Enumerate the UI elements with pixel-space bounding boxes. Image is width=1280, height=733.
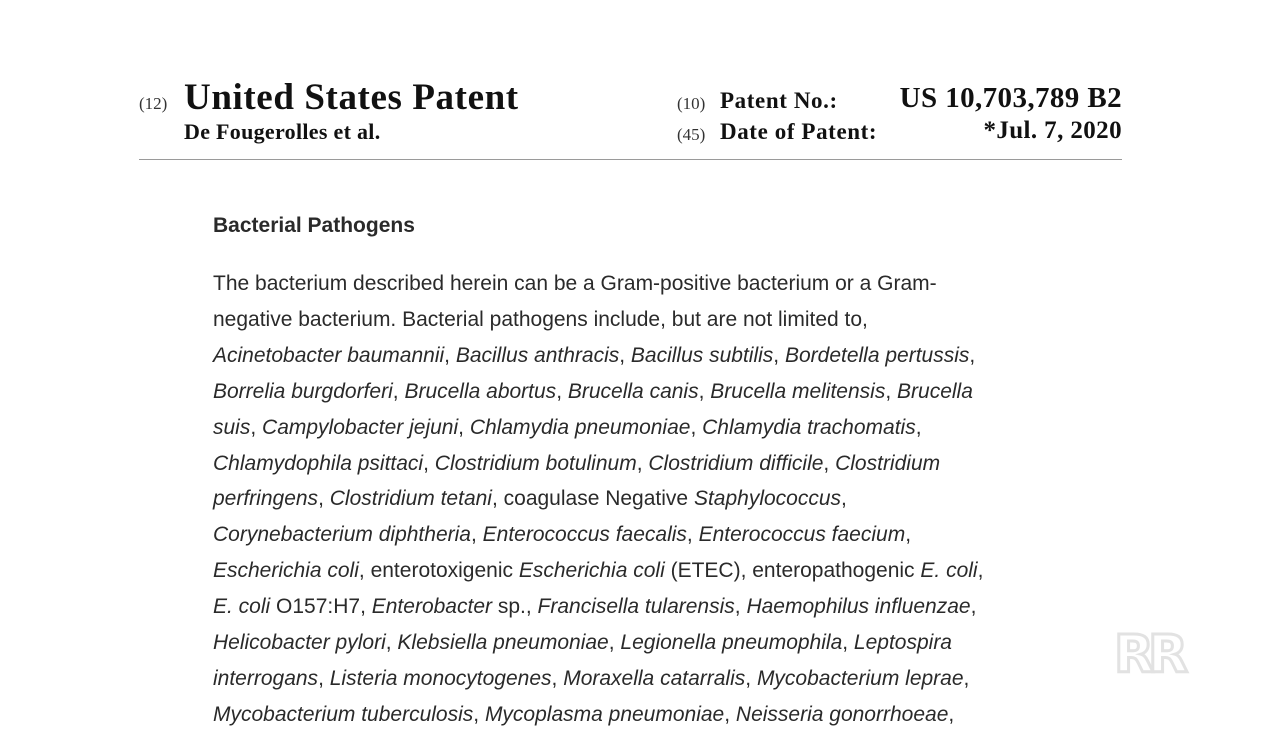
species-name: Enterobacter (371, 595, 492, 619)
species-name: Bordetella pertussis (784, 343, 970, 367)
species-name: Klebsiella pneumoniae (397, 631, 609, 655)
species-name: Bacillus anthracis (455, 343, 620, 367)
text-run: , (556, 379, 568, 403)
species-name: Francisella tularensis (537, 595, 735, 619)
text-run: The bacterium described herein can be a Gram-positive bacterium or a Gram- (213, 272, 937, 295)
text-run: (ETEC), enteropathogenic (664, 559, 921, 583)
text-run: , (636, 451, 649, 475)
text-run: , (842, 631, 854, 655)
text-run: sp., (492, 595, 538, 619)
patent-no-code: (10) (677, 94, 706, 113)
patent-no-value: US 10,703,789 B2 (899, 82, 1122, 114)
species-name: Brucella (897, 379, 973, 403)
species-name: Helicobacter pylori (213, 631, 386, 655)
text-run: , (841, 487, 847, 511)
text-run: , (698, 379, 711, 403)
text-run: , (963, 666, 970, 690)
species-name: Enterococcus faecium (698, 523, 906, 547)
text-run: , (823, 451, 836, 475)
text-run: , (724, 702, 736, 726)
paragraph-line (213, 446, 1073, 482)
species-name: Leptospira (853, 631, 952, 655)
species-name: Legionella pneumophila (620, 631, 843, 655)
text-run: , coagulase Negative (491, 487, 694, 511)
paragraph-line (213, 517, 1073, 553)
text-run: , (885, 379, 898, 403)
species-name: perfringens (213, 487, 319, 511)
species-name: Moraxella catarralis (563, 666, 746, 690)
doc-code: (12) (139, 94, 168, 113)
text-run: , (473, 702, 485, 726)
text-run: , (608, 631, 621, 655)
text-run: , (318, 666, 330, 690)
text-run: , (905, 523, 912, 547)
species-name: Chlamydophila psittaci (213, 451, 424, 475)
paragraph-line (213, 481, 1073, 517)
patent-no-label: Patent No.: (720, 88, 838, 113)
date-code: (45) (677, 125, 706, 144)
section-content (213, 206, 1073, 733)
species-name: suis (213, 415, 251, 439)
paragraph-line (213, 374, 1073, 410)
text-run: , (977, 559, 984, 583)
species-name: Brucella canis (567, 379, 699, 403)
paragraph-line (213, 410, 1073, 446)
section-heading: Bacterial Pathogens (213, 214, 415, 237)
text-run: , (318, 487, 330, 511)
species-name: Enterococcus faecalis (482, 523, 687, 547)
patent-header (0, 0, 1280, 170)
text-run: negative bacterium. Bacterial pathogens include, but are not limited to, (213, 307, 868, 331)
text-run: , (392, 379, 405, 403)
species-name: Brucella melitensis (710, 379, 886, 403)
text-run: , (423, 451, 435, 475)
paragraph-line (213, 338, 1073, 374)
paragraph-line (213, 589, 1073, 625)
species-name: Haemophilus influenzae (746, 595, 971, 619)
channel-watermark (1086, 628, 1210, 678)
paragraph-line (213, 697, 1073, 733)
pathogen-paragraph (213, 266, 1073, 733)
paragraph-line (213, 302, 1073, 338)
species-name: Listeria monocytogenes (329, 666, 552, 690)
text-run: , (619, 343, 631, 367)
text-run: , (948, 702, 955, 726)
species-name: Clostridium (835, 451, 941, 475)
text-run: , enterotoxigenic (358, 559, 519, 583)
species-name: Mycobacterium leprae (756, 666, 964, 690)
inventor-name: De Fougerolles et al. (184, 119, 381, 144)
text-run: , (470, 523, 483, 547)
text-run: , (915, 415, 922, 439)
species-name: Corynebacterium diphtheria (213, 523, 471, 547)
rr-logo-icon (1086, 628, 1210, 678)
paragraph-line (213, 266, 1073, 302)
species-name: Chlamydia pneumoniae (469, 415, 691, 439)
text-run: , (458, 415, 470, 439)
text-run: , (444, 343, 456, 367)
species-name: Clostridium botulinum (434, 451, 637, 475)
species-name: Chlamydia trachomatis (702, 415, 916, 439)
species-name: Acinetobacter baumannii (213, 343, 445, 367)
text-run: , (686, 523, 699, 547)
species-name: Campylobacter jejuni (262, 415, 459, 439)
species-name: Escherichia coli (213, 559, 359, 583)
text-run: , (250, 415, 263, 439)
text-run: , (551, 666, 564, 690)
species-name: Neisseria gonorrhoeae (735, 702, 949, 726)
text-run: , (773, 343, 785, 367)
species-name: Brucella abortus (404, 379, 557, 403)
date-value: *Jul. 7, 2020 (983, 117, 1122, 144)
species-name: Bacillus subtilis (630, 343, 774, 367)
paragraph-line (213, 625, 1073, 661)
text-run: , (690, 415, 703, 439)
date-label: Date of Patent: (720, 119, 878, 144)
species-name: interrogans (213, 666, 319, 690)
species-name: Mycobacterium tuberculosis (213, 702, 474, 726)
species-name: Staphylococcus (693, 487, 842, 511)
species-name: E. coli (213, 595, 271, 619)
text-run: , (385, 631, 398, 655)
species-name: Clostridium difficile (648, 451, 824, 475)
watermark-text: RR (1113, 628, 1183, 678)
text-run: , (969, 343, 976, 367)
species-name: Borrelia burgdorferi (213, 379, 393, 403)
text-run: , (970, 595, 977, 619)
paragraph-line (213, 661, 1073, 697)
patent-title: United States Patent (184, 77, 519, 118)
species-name: Clostridium tetani (329, 487, 492, 511)
header-divider (139, 159, 1122, 160)
species-name: Mycoplasma pneumoniae (484, 702, 725, 726)
text-run: , (734, 595, 747, 619)
paragraph-line (213, 553, 1073, 589)
text-run: , (745, 666, 757, 690)
species-name: E. coli (920, 559, 978, 583)
text-run: O157:H7, (270, 595, 372, 619)
species-name: Escherichia coli (518, 559, 665, 583)
